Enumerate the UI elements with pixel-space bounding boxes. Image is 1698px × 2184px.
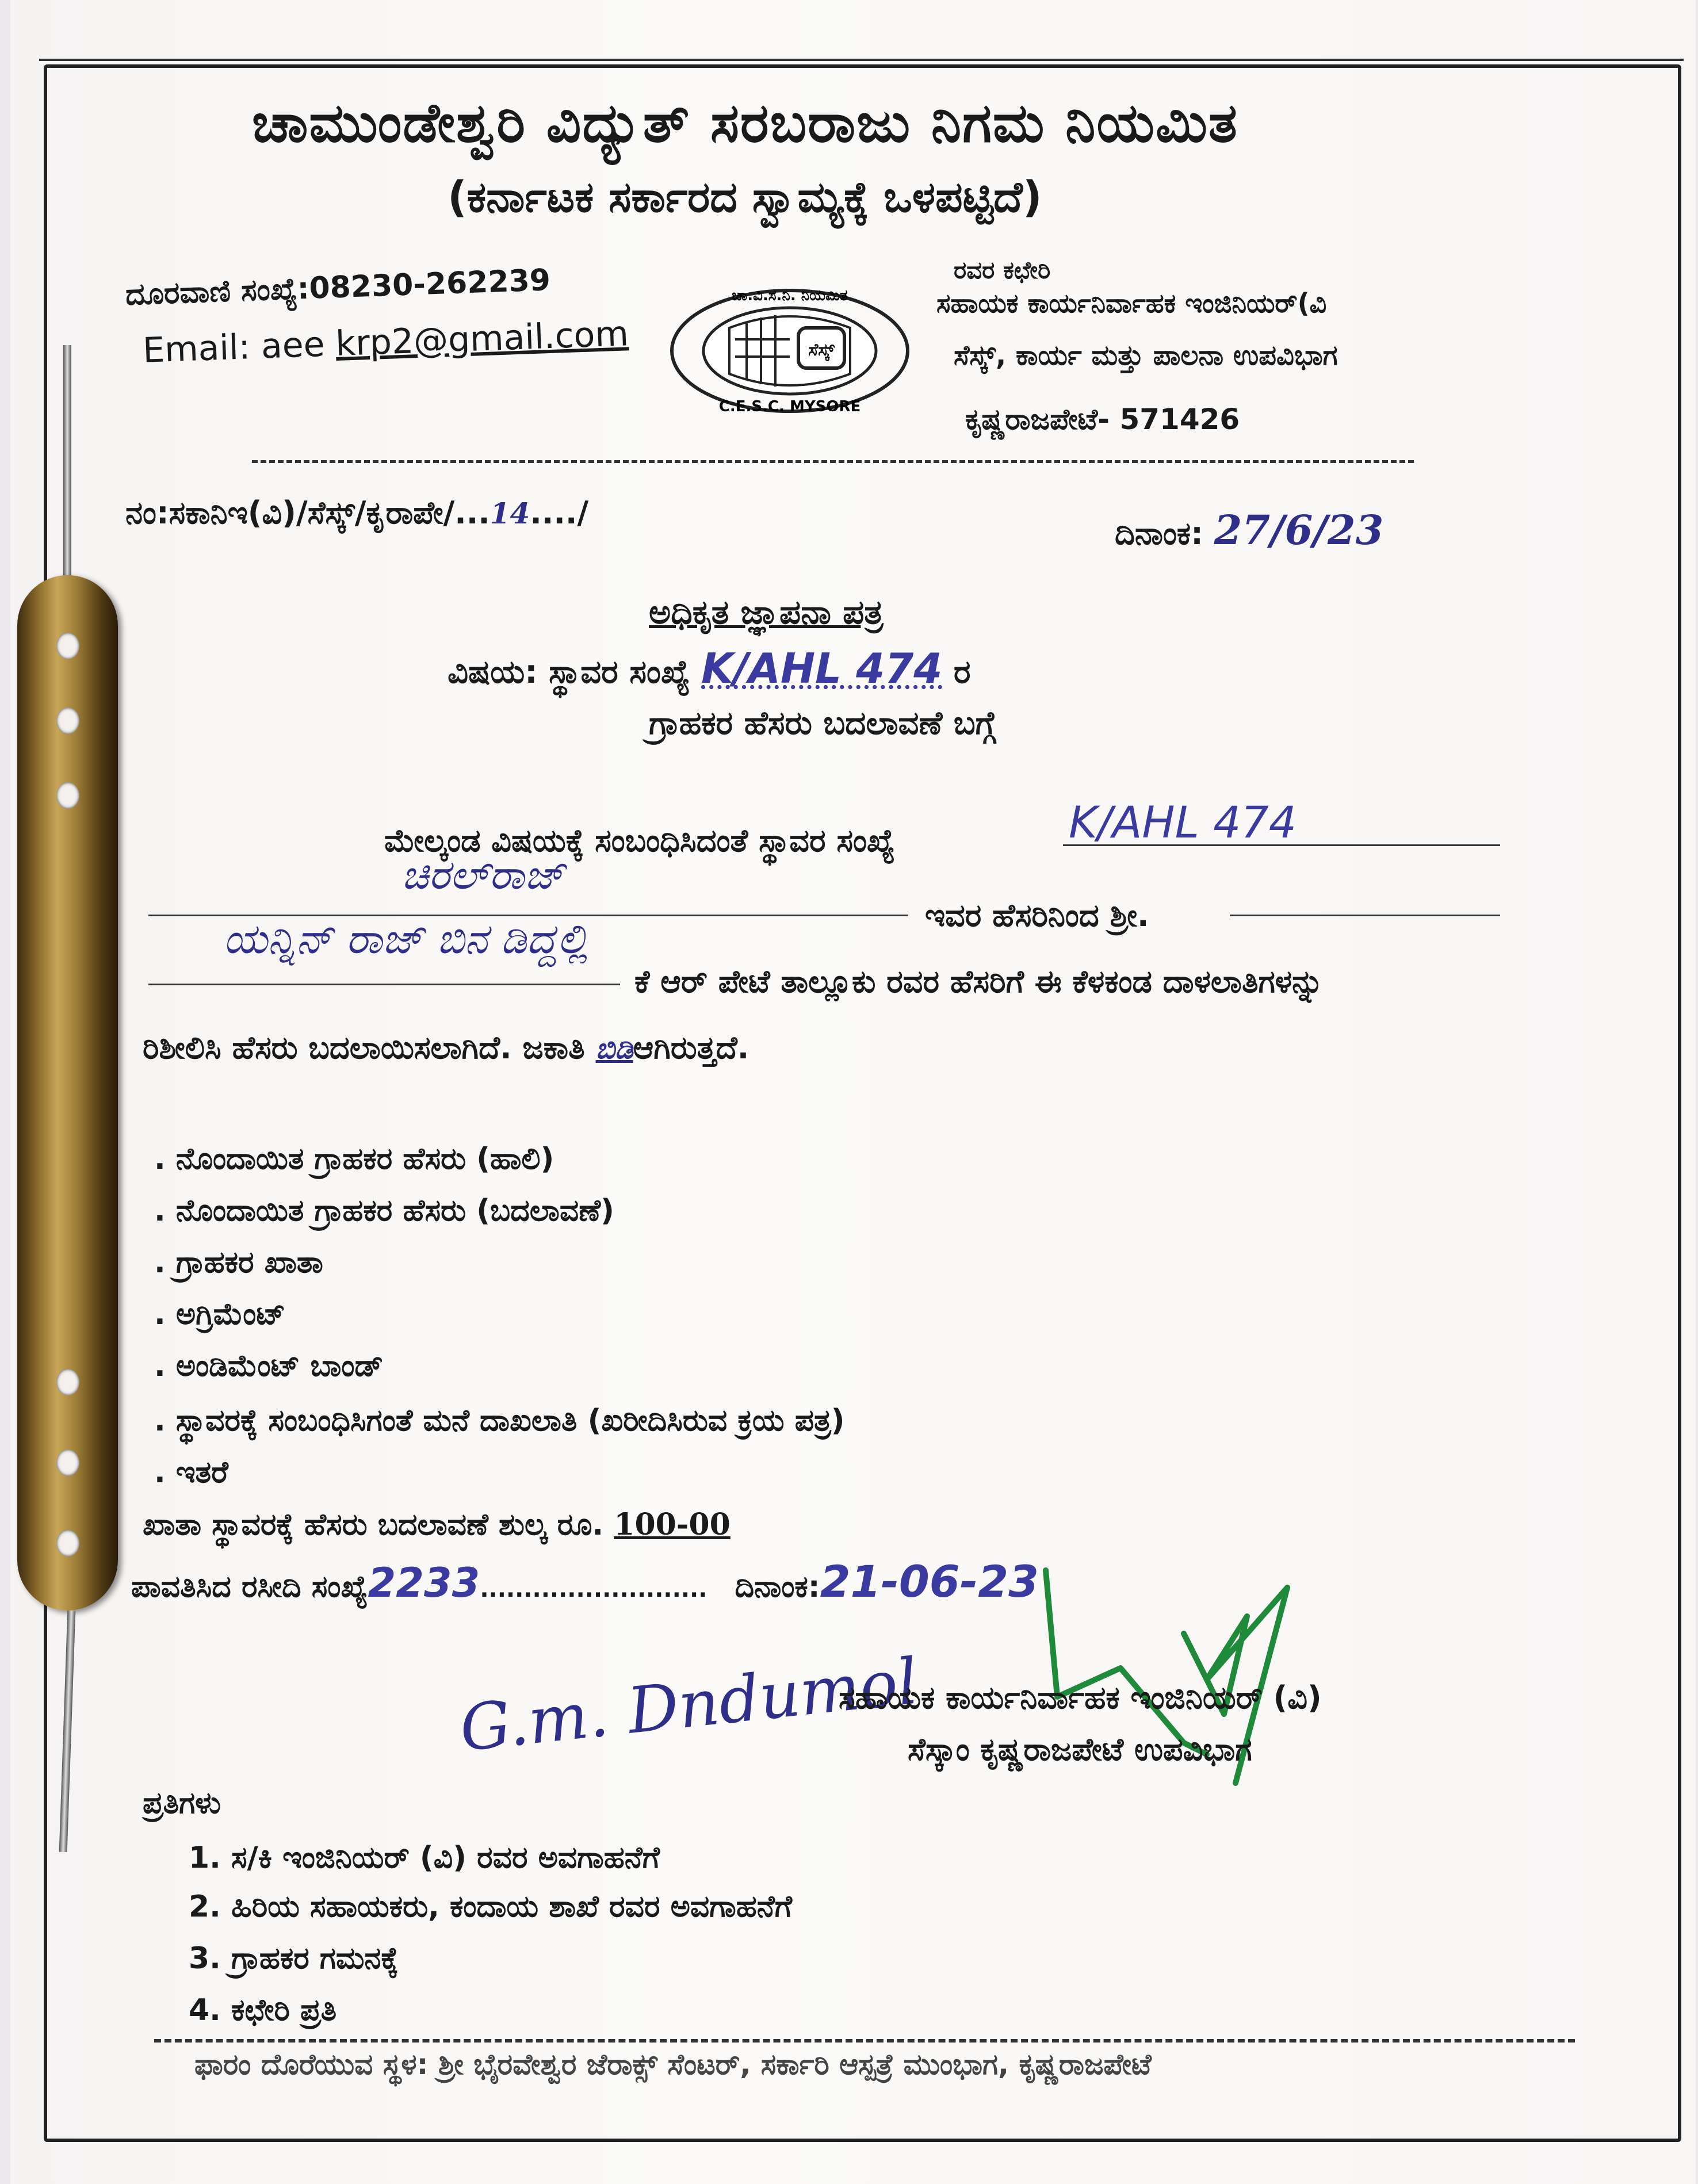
cesc-logo-icon (666, 282, 913, 420)
copies-item: 4. ಕಛೇರಿ ಪ್ರತಿ (189, 1993, 337, 2028)
subject-label: ವಿಷಯ: ಸ್ಥಾವರ ಸಂಖ್ಯೆ (448, 653, 690, 691)
fee-line (143, 1507, 731, 1543)
para-line-3: ಕೆ ಆರ್ ಪೇಟೆ ತಾಲ್ಲೂಕು ರವರ ಹೆಸರಿಗೆ ಈ ಕೆಳಕಂಡ ದಾಳಲಾತಿಗಳನ್ನು (634, 963, 1324, 1000)
doc-list-item: . ಇತರೆ (154, 1455, 228, 1490)
issue-date (1115, 506, 1383, 554)
date-label: ದಿನಾಂಕ: (1115, 515, 1203, 552)
copies-item: 3. ಗ್ರಾಹಕರ ಗಮನಕ್ಕೆ (189, 1941, 399, 1976)
subject-line (448, 644, 971, 693)
ref-value: 14 (489, 496, 530, 530)
signatory-designation: ಸಹಾಯಕ ಕಾರ್ಯನಿರ್ವಾಹಕ ಇಂಜಿನಿಯರ್ (ವಿ) (839, 1680, 1322, 1716)
doc-list-item: . ಅಗ್ರಿಮೆಂಟ್ (154, 1297, 286, 1332)
para-line-4-text: ರಿಶೀಲಿಸಿ ಹೆಸರು ಬದಲಾಯಿಸಲಾಗಿದೆ. ಜಕಾತಿ (143, 1030, 585, 1066)
ref-suffix: ..../ (530, 495, 589, 531)
doc-list-item: . ಸ್ಥಾವರಕ್ಕೆ ಸಂಬಂಧಿಸಿಗಂತೆ ಮನೆ ದಾಖಲಾತಿ (ಖರೀದಿಸಿರುವ ಕ್ರಯ ಪತ್ರ) (154, 1403, 845, 1438)
handwritten-signature: G.m. Dndumol (456, 1644, 921, 1766)
ref-label: ನಂ:ಸಕಾನಿಇ(ವಿ)/ಸೆಸ್ಕ್/ಕೃರಾಪೇ/... (125, 495, 490, 531)
fee-amount: 100-00 (614, 1507, 731, 1542)
reference-number (125, 495, 588, 531)
para-line-4-hand: ಬಿಡಿ (595, 1031, 633, 1065)
copies-item: 2. ಹಿರಿಯ ಸಹಾಯಕರು, ಕಂದಾಯ ಶಾಖೆ ರವರ ಅವಗಾಹನೆಗೆ (189, 1890, 792, 1924)
office-line-4: ಕೃಷ್ಣರಾಜಪೇಟೆ- 571426 (965, 403, 1240, 436)
para-line-4 (143, 1030, 749, 1066)
para-line-1-value: K/AHL 474 (1069, 797, 1297, 848)
signatory-office: ಸೆಸ್ಕಾಂ ಕೃಷ್ಣರಾಜಪೇಟೆ ಉಪವಿಭಾಗ (908, 1731, 1252, 1768)
office-line-3: ಸೆಸ್ಕ್, ಕಾರ್ಯ ಮತ್ತು ಪಾಲನಾ ಉಪವಿಭಾಗ (954, 339, 1338, 372)
company-title: ಚಾಮುಂಡೇಶ್ವರಿ ವಿದ್ಯುತ್ ಸರಬರಾಜು ನಿಗಮ ನಿಯಮಿತ (252, 92, 1238, 155)
doc-list-item: . ಅಂಡಿಮೆಂಟ್ ಬಾಂಡ್ (154, 1349, 384, 1383)
para-line-1: ಮೇಲ್ಕಂಡ ವಿಷಯಕ್ಕೆ ಸಂಬಂಧಿಸಿದಂತೆ ಸ್ಥಾವರ ಸಂಖ್ಯೆ (384, 823, 895, 859)
para-line-3-hand: ಯನ್ನಿನ್ ರಾಜ್ ಬಿನ ಡಿದ್ದಲ್ಲಿ (223, 915, 589, 963)
date-value: 27/6/23 (1214, 506, 1384, 554)
receipt-label: ಪಾವತಿಸಿದ ರಸೀದಿ ಸಂಖ್ಯೆ (131, 1570, 368, 1604)
para-line-2: ಇವರ ಹೆಸರಿನಿಂದ ಶ್ರೀ. (925, 897, 1149, 934)
subject-value: K/AHL 474 (701, 644, 943, 693)
email-prefix: Email: aee (142, 324, 336, 371)
email-handle: krp2@gmail.com (335, 313, 629, 365)
copies-item: 1. ಸ/ಕಿ ಇಂಜಿನಿಯರ್ (ವಿ) ರವರ ಅವಗಾಹನೆಗೆ (189, 1841, 660, 1875)
doc-list-item: . ನೊಂದಾಯಿತ ಗ್ರಾಹಕರ ಹೆಸರು (ಬದಲಾವಣೆ) (154, 1194, 614, 1228)
doc-list-item: . ಗ್ರಾಹಕರ ಖಾತಾ (154, 1245, 323, 1280)
document-page (10, 0, 1696, 2184)
receipt-date-label: ದಿನಾಂಕ: (735, 1570, 820, 1604)
receipt-line (131, 1556, 1039, 1607)
subject-line-2: ಗ್ರಾಹಕರ ಹೆಸರು ಬದಲಾವಣೆ ಬಗ್ಗೆ (649, 705, 996, 742)
receipt-dots: .......................... (480, 1576, 708, 1602)
binder-rod-top (63, 345, 71, 587)
logo-text-top: ಚಾ.ವಿ.ಸ.ನಿ. ನಿಯಮಿತ (732, 287, 848, 304)
office-line-1: ರವರ ಕಛೇರಿ (954, 256, 1051, 284)
copies-heading: ಪ್ರತಿಗಳು (143, 1786, 221, 1820)
binder-clip (17, 575, 118, 1611)
company-subtitle: (ಕರ್ನಾಟಕ ಸರ್ಕಾರದ ಸ್ವಾಮ್ಯಕ್ಕೆ ಒಳಪಟ್ಟಿದೆ) (448, 173, 1042, 222)
para-line-4-suffix: ಆಗಿರುತ್ತದೆ. (633, 1030, 749, 1066)
fee-label: ಖಾತಾ ಸ್ಥಾವರಕ್ಕೆ ಹೆಸರು ಬದಲಾವಣೆ ಶುಲ್ಕ ರೂ. (143, 1508, 604, 1542)
phone-number: ದೂರವಾಣಿ ಸಂಖ್ಯೆ:08230-262239 (125, 263, 551, 312)
receipt-date-value: 21-06-23 (820, 1556, 1039, 1607)
svg-text:ಸೆಸ್ಕ್: ಸೆಸ್ಕ್ (808, 340, 835, 360)
logo-text-bottom: C.E.S.C. MYSORE (718, 398, 861, 415)
footer-divider (154, 2039, 1575, 2043)
subject-suffix: ರ (953, 653, 971, 691)
header-divider (252, 460, 1414, 463)
para-line-2-hand: ಚಿರಲ್‌ರಾಜ್ (401, 851, 565, 898)
footer-note: ಫಾರಂ ದೊರೆಯುವ ಸ್ಥಳ: ಶ್ರೀ ಭೈರವೇಶ್ವರ ಜೆರಾಕ್ಸ್ ಸೆಂಟರ್, ಸರ್ಕಾರಿ ಆಸ್ಪತ್ರೆ ಮುಂಭಾಗ, ಕೃಷ್ಣರಾಜಪೇಟೆ (194, 2048, 1152, 2081)
doc-list-item: . ನೊಂದಾಯಿತ ಗ್ರಾಹಕರ ಹೆಸರು (ಹಾಲಿ) (154, 1142, 554, 1176)
document-title: ಅಧಿಕೃತ ಜ್ಞಾಪನಾ ಪತ್ರ (649, 592, 884, 632)
receipt-value: 2233 (368, 1559, 480, 1607)
office-line-2: ಸಹಾಯಕ ಕಾರ್ಯನಿರ್ವಾಹಕ ಇಂಜಿನಿಯರ್(ವಿ (936, 288, 1327, 319)
